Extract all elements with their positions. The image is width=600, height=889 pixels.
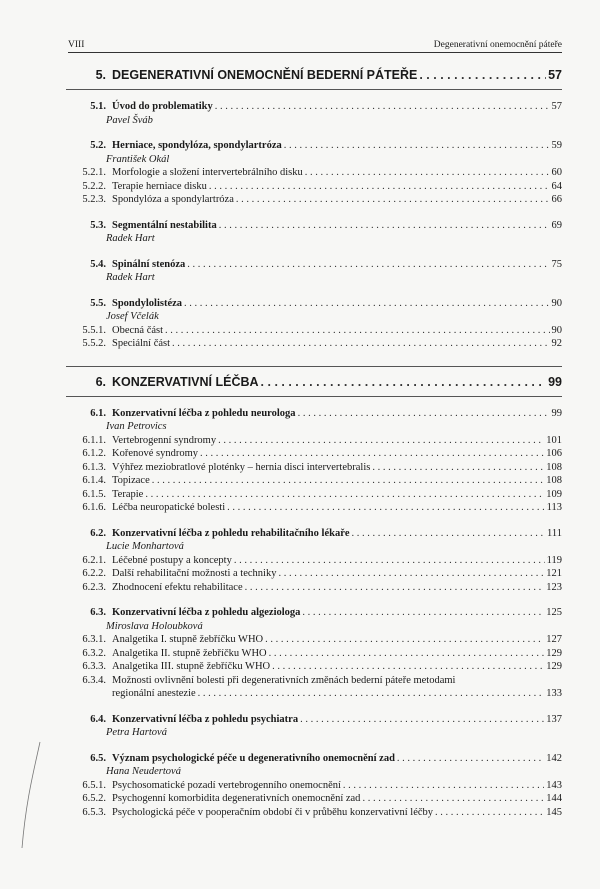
entry-page: 57	[551, 101, 562, 112]
chapter-title: KONZERVATIVNÍ LÉČBA	[112, 374, 259, 389]
entry-number: 6.2.3.	[82, 581, 106, 593]
running-head	[68, 40, 562, 53]
entry-page: 109	[546, 488, 562, 500]
entry-title: Význam psychologické péče u degenerativního onemocnění zad	[112, 752, 395, 764]
entry-number: 6.1.	[90, 407, 106, 419]
entry-page: 66	[551, 194, 562, 205]
leader-dots	[219, 219, 550, 233]
toc-entry	[66, 258, 562, 272]
leader-dots	[278, 567, 544, 581]
toc-subentry	[66, 674, 562, 688]
entry-page: 111	[547, 527, 562, 539]
leader-dots	[152, 474, 545, 488]
entry-title: Spinální stenóza	[112, 258, 186, 270]
toc-subentry	[66, 633, 562, 647]
entry-number: 5.5.	[90, 297, 106, 309]
entry-page: 75	[551, 258, 562, 270]
leader-dots	[265, 633, 544, 647]
leader-dots	[305, 166, 550, 180]
entry-title: Obecná část	[112, 324, 164, 336]
entry-number: 5.3.	[90, 219, 106, 231]
entry-number: 6.5.3.	[82, 806, 106, 818]
toc-subentry	[66, 447, 562, 461]
entry-title: Spondylolistéza	[112, 297, 183, 309]
entry-page: 121	[546, 568, 562, 579]
entry-number: 6.2.1.	[82, 554, 106, 566]
entry-number: 5.2.2.	[82, 180, 106, 192]
chapter-number: 5.	[95, 68, 106, 82]
entry-number: 5.2.3.	[82, 194, 106, 205]
toc-subentry	[66, 166, 562, 180]
entry-author: Josef Včelák	[106, 311, 159, 322]
leader-dots	[397, 752, 544, 766]
entry-number: 6.5.2.	[82, 793, 106, 804]
leader-dots	[261, 373, 547, 391]
leader-dots	[419, 66, 546, 84]
leader-dots	[298, 407, 550, 421]
toc-subentry	[66, 806, 562, 820]
chapter-number: 6.	[95, 374, 106, 389]
entry-page: 108	[546, 475, 562, 486]
toc-entry	[66, 752, 562, 766]
entry-title: Terapie herniace disku	[112, 180, 207, 192]
toc-subentry	[66, 581, 562, 595]
toc-subentry	[66, 660, 562, 674]
entry-title: Analgetika II. stupně žebříčku WHO	[112, 647, 267, 659]
entry-page: 137	[546, 713, 562, 725]
entry-title: Konzervativní léčba z pohledu rehabilitačního lékaře	[112, 527, 350, 539]
entry-number: 5.2.1.	[82, 167, 106, 178]
entry-page: 129	[546, 661, 562, 672]
leader-dots	[269, 647, 545, 661]
toc-subentry	[66, 779, 562, 793]
toc-entry	[66, 407, 562, 421]
entry-number: 6.1.3.	[82, 461, 106, 473]
entry-title: Výhřez meziobratlové ploténky – hernia disci intervertebralis	[112, 461, 371, 473]
entry-page: 142	[546, 752, 562, 764]
entry-page: 101	[546, 434, 562, 446]
chapter-page: 57	[548, 68, 562, 82]
entry-author: Ivan Petrovics	[106, 421, 167, 432]
toc-entry	[66, 219, 562, 233]
entry-page: 127	[546, 634, 562, 645]
entry-title: Úvod do problematiky	[112, 101, 213, 112]
toc-subentry	[66, 567, 562, 581]
running-title: Degenerativní onemocnění páteře	[433, 40, 562, 50]
leader-dots	[218, 434, 544, 448]
entry-title: Herniace, spondylóza, spondylartróza	[112, 140, 282, 151]
leader-dots	[184, 297, 549, 311]
entry-page: 145	[546, 806, 562, 818]
entry-number: 5.4.	[90, 258, 106, 270]
toc-entry	[66, 606, 562, 620]
toc-subentry-continued	[66, 687, 562, 701]
entry-number: 6.1.2.	[82, 448, 106, 459]
leader-dots	[284, 139, 550, 153]
entry-number: 6.4.	[90, 713, 106, 725]
page-number: VIII	[68, 40, 85, 50]
entry-page: 123	[546, 581, 562, 593]
entry-title: Další rehabilitační možnosti a techniky	[112, 568, 277, 579]
entry-title: Speciální část	[112, 338, 171, 349]
entry-number: 6.3.3.	[82, 661, 106, 672]
entry-title: Psychologická péče v pooperačním období či v průběhu konzervativní léčby	[112, 806, 434, 818]
entry-number: 5.5.2.	[82, 338, 106, 349]
entry-number: 6.3.	[90, 607, 106, 618]
toc-subentry	[66, 647, 562, 661]
entry-number: 6.1.6.	[82, 502, 106, 513]
toc-subentry	[66, 193, 562, 207]
toc-entry	[66, 297, 562, 311]
entry-title: Zhodnocení efektu rehabilitace	[112, 581, 243, 593]
entry-title: Spondylóza a spondylartróza	[112, 194, 234, 205]
chapter-title: DEGENERATIVNÍ ONEMOCNĚNÍ BEDERNÍ PÁTEŘE	[112, 68, 418, 82]
pencil-mark-icon	[20, 740, 44, 850]
leader-dots	[272, 660, 544, 674]
leader-dots	[227, 501, 545, 515]
entry-number: 5.1.	[90, 101, 106, 112]
toc-entry	[66, 713, 562, 727]
entry-number: 6.1.4.	[82, 475, 106, 486]
entry-title: Segmentální nestabilita	[112, 219, 217, 231]
entry-author: Lucie Monhartová	[106, 541, 184, 552]
leader-dots	[435, 806, 544, 820]
entry-title: Analgetika III. stupně žebříčku WHO	[112, 661, 271, 672]
entry-number: 6.3.2.	[82, 647, 106, 659]
toc-subentry	[66, 337, 562, 351]
entry-page: 60	[551, 167, 562, 178]
entry-page: 144	[546, 793, 562, 804]
toc-subentry	[66, 461, 562, 475]
entry-page: 106	[546, 448, 562, 459]
entry-number: 6.1.1.	[82, 434, 106, 446]
entry-page: 119	[546, 554, 562, 566]
entry-page: 59	[551, 140, 562, 151]
toc-subentry	[66, 324, 562, 338]
entry-number: 5.2.	[90, 140, 106, 151]
leader-dots	[302, 606, 544, 620]
entry-title: Terapie	[112, 488, 144, 500]
entry-page: 108	[546, 461, 562, 473]
entry-number: 6.1.5.	[82, 488, 106, 500]
leader-dots	[236, 193, 550, 207]
entry-page: 90	[551, 324, 562, 336]
entry-title: Analgetika I. stupně žebříčku WHO	[112, 634, 264, 645]
toc-subentry	[66, 792, 562, 806]
toc-subentry	[66, 434, 562, 448]
leader-dots	[145, 488, 544, 502]
leader-dots	[245, 581, 545, 595]
toc-subentry	[66, 488, 562, 502]
entry-page: 99	[551, 407, 562, 419]
entry-number: 6.3.1.	[82, 634, 106, 645]
entry-author: Radek Hart	[106, 272, 155, 283]
entry-number: 6.2.2.	[82, 568, 106, 579]
entry-author: Miroslava Holoubková	[106, 620, 203, 632]
leader-dots	[172, 337, 549, 351]
entry-page: 143	[546, 779, 562, 791]
entry-page: 113	[546, 502, 562, 513]
leader-dots	[300, 713, 544, 727]
leader-dots	[209, 180, 550, 194]
entry-title: Konzervativní léčba z pohledu algeziologa	[112, 607, 301, 618]
leader-dots	[362, 792, 544, 806]
toc-entry	[66, 100, 562, 114]
leader-dots	[352, 527, 546, 541]
entry-author: Petra Hartová	[106, 727, 167, 738]
entry-number: 6.3.4.	[82, 674, 106, 686]
entry-page: 133	[546, 688, 562, 699]
entry-author: František Okál	[106, 153, 170, 165]
entry-title: Vertebrogenní syndromy	[112, 434, 217, 446]
entry-title: Kořenové syndromy	[112, 448, 199, 459]
toc-subentry	[66, 474, 562, 488]
entry-title: Konzervativní léčba z pohledu psychiatra	[112, 713, 299, 725]
leader-dots	[372, 461, 544, 475]
leader-dots	[200, 447, 544, 461]
leader-dots	[198, 687, 545, 701]
toc-subentry	[66, 180, 562, 194]
chapter-heading	[66, 373, 562, 391]
entry-number: 6.5.	[90, 752, 106, 764]
leader-dots	[187, 258, 549, 272]
chapter-page: 99	[548, 374, 562, 389]
entry-page: 125	[546, 607, 562, 618]
entry-number: 5.5.1.	[82, 324, 106, 336]
entry-author: Hana Neudertová	[106, 766, 181, 777]
entry-title: Konzervativní léčba z pohledu neurologa	[112, 407, 296, 419]
chapter-heading	[66, 66, 562, 84]
entry-title: Léčba neuropatické bolesti	[112, 502, 226, 513]
entry-author: Radek Hart	[106, 233, 155, 244]
entry-page: 129	[546, 647, 562, 659]
entry-page: 69	[551, 219, 562, 231]
toc-subentry	[66, 501, 562, 515]
entry-title: Morfologie a složení intervertebrálního disku	[112, 167, 303, 178]
leader-dots	[165, 324, 549, 338]
entry-page: 90	[551, 297, 562, 309]
toc-subentry	[66, 554, 562, 568]
entry-author: Pavel Šváb	[106, 114, 153, 126]
entry-title: Topizace	[112, 475, 150, 486]
entry-title: Psychogenní komorbidita degenerativních onemocnění zad	[112, 793, 361, 804]
table-of-contents	[66, 66, 562, 819]
entry-number: 6.5.1.	[82, 779, 106, 791]
entry-page: 92	[551, 338, 562, 349]
entry-number: 6.2.	[90, 527, 106, 539]
entry-page: 64	[551, 180, 562, 192]
toc-entry	[66, 527, 562, 541]
entry-title: Psychosomatické pozadí vertebrogenního onemocnění	[112, 779, 341, 791]
leader-dots	[215, 100, 550, 114]
leader-dots	[343, 779, 544, 793]
entry-title: Možnosti ovlivnění bolesti při degenerativních změnách bederní páteře metodami	[112, 674, 456, 686]
entry-title: Léčebné postupy a koncepty	[112, 554, 232, 566]
toc-entry	[66, 139, 562, 153]
entry-title-continued: regionální anestezie	[112, 688, 196, 699]
leader-dots	[234, 554, 545, 568]
